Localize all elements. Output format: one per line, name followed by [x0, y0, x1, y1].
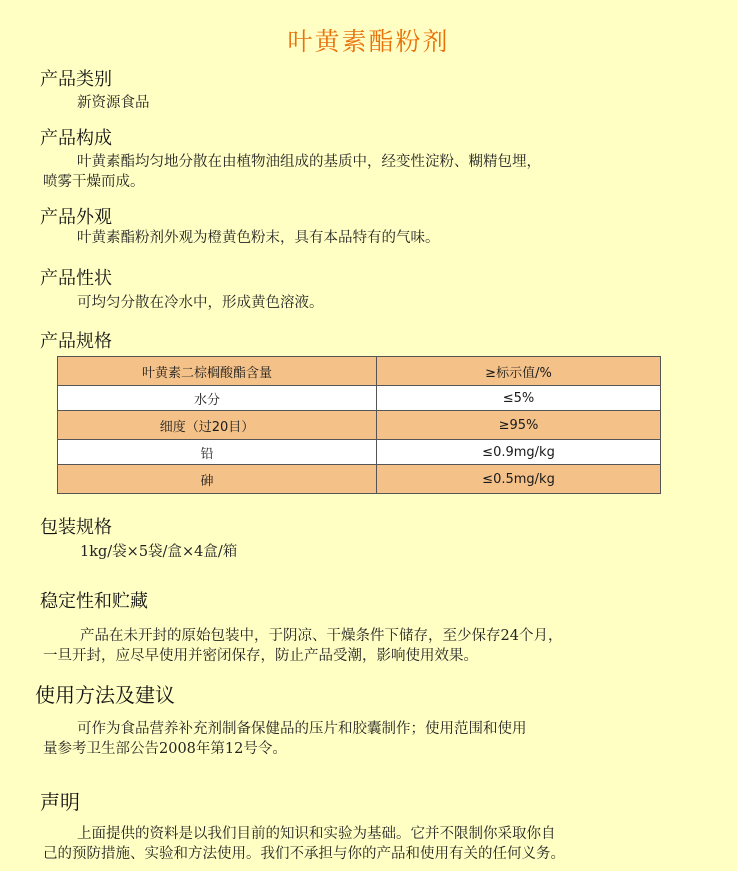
- page-title: 叶黄素酯粉剂: [287, 27, 450, 56]
- text-category: 新资源食品: [77, 95, 150, 111]
- text-storage-line2: 一旦开封，应尽早使用并密闭保存，防止产品受潮，影响使用效果。: [43, 648, 478, 664]
- text-usage-line1: 可作为食品营养补充剂制备保健品的压片和胶囊制作；使用范围和使用: [77, 721, 527, 737]
- table-cell-value: ≥95%: [377, 411, 661, 440]
- table-cell-item: 叶黄素二棕榈酸酯含量: [58, 357, 377, 386]
- heading-packaging: 包装规格: [40, 517, 112, 538]
- heading-appearance: 产品外观: [40, 207, 112, 228]
- table-cell-value: ≤5%: [377, 386, 661, 411]
- text-usage-line2: 量参考卫生部公告2008年第12号令。: [43, 741, 287, 757]
- text-storage-line1: 产品在未开封的原始包装中，于阴凉、干燥条件下储存，至少保存24个月，: [80, 628, 563, 644]
- table-cell-item: 水分: [58, 386, 377, 411]
- table-row: [58, 440, 661, 465]
- text-properties: 可均匀分散在冷水中，形成黄色溶液。: [77, 295, 324, 311]
- heading-storage: 稳定性和贮藏: [40, 591, 148, 612]
- table-cell-item: 细度（过20目）: [58, 411, 377, 440]
- heading-disclaimer: 声明: [40, 790, 80, 814]
- heading-category: 产品类别: [40, 69, 112, 90]
- text-composition-line2: 喷雾干燥而成。: [43, 174, 145, 190]
- heading-usage: 使用方法及建议: [35, 683, 175, 707]
- table-cell-item: 铅: [58, 440, 377, 465]
- text-disclaimer-line1: 上面提供的资料是以我们目前的知识和实验为基础。它并不限制你采取你自: [77, 826, 556, 842]
- table-cell-value: ≥标示值/%: [377, 357, 661, 386]
- heading-composition: 产品构成: [40, 128, 112, 149]
- text-packaging: 1kg/袋×5袋/盒×4盒/箱: [80, 544, 238, 560]
- table-cell-value: ≤0.5mg/kg: [377, 465, 661, 494]
- text-composition-line1: 叶黄素酯均匀地分散在由植物油组成的基质中，经变性淀粉、糊精包埋，: [77, 154, 541, 170]
- heading-properties: 产品性状: [40, 268, 112, 289]
- table-cell-item: 砷: [58, 465, 377, 494]
- specs-table: [57, 356, 661, 494]
- text-disclaimer-line2: 己的预防措施、实验和方法使用。我们不承担与你的产品和使用有关的任何义务。: [43, 846, 565, 862]
- table-row: [58, 465, 661, 494]
- table-row: [58, 386, 661, 411]
- table-cell-value: ≤0.9mg/kg: [377, 440, 661, 465]
- table-row: [58, 411, 661, 440]
- heading-specs: 产品规格: [40, 331, 112, 352]
- text-appearance: 叶黄素酯粉剂外观为橙黄色粉末，具有本品特有的气味。: [77, 230, 440, 246]
- table-row: [58, 357, 661, 386]
